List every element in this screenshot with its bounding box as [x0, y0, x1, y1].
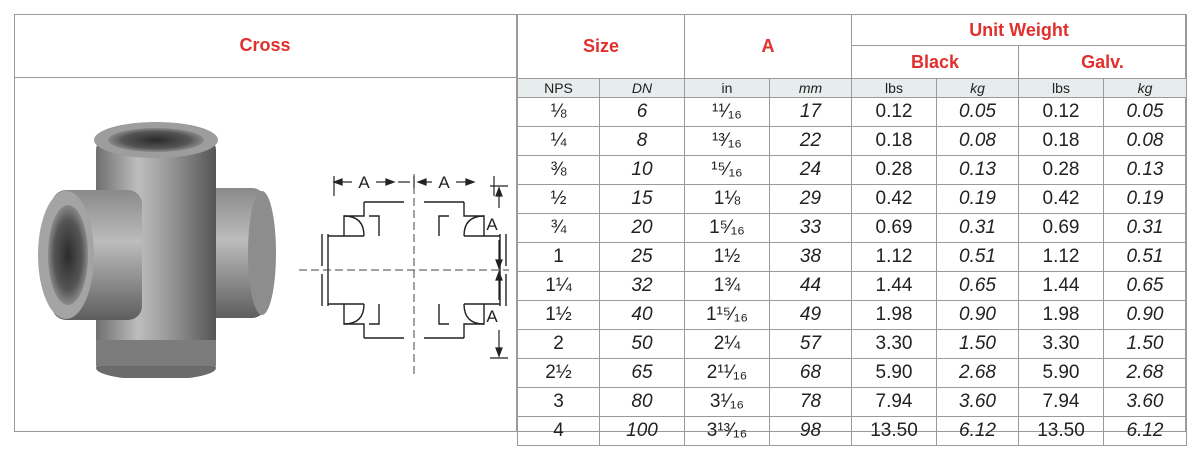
- cell-in: 1⁵⁄₁₆: [685, 214, 770, 243]
- table-row: [518, 185, 1187, 214]
- cell-in: 2¹¹⁄₁₆: [685, 359, 770, 388]
- cell-mm: 33: [770, 214, 852, 243]
- cell-in: 3¹³⁄₁₆: [685, 417, 770, 446]
- cell-black-kg: 0.05: [937, 98, 1019, 127]
- cell-black-lbs: 0.28: [852, 156, 937, 185]
- table-row: [518, 417, 1187, 446]
- cell-dn: 20: [600, 214, 685, 243]
- table-row: [518, 156, 1187, 185]
- cell-black-kg: 6.12: [937, 417, 1019, 446]
- cell-mm: 49: [770, 301, 852, 330]
- cell-black-kg: 0.51: [937, 243, 1019, 272]
- dim-label-a-3: A: [486, 215, 498, 234]
- cell-galv-lbs: 13.50: [1019, 417, 1104, 446]
- cell-galv-lbs: 1.98: [1019, 301, 1104, 330]
- table-row: [518, 272, 1187, 301]
- cell-black-kg: 0.90: [937, 301, 1019, 330]
- cell-dn: 65: [600, 359, 685, 388]
- subheader-nps: NPS: [518, 79, 600, 98]
- table-row: [518, 214, 1187, 243]
- cell-galv-lbs: 1.44: [1019, 272, 1104, 301]
- cell-nps: ⅛: [518, 98, 600, 127]
- cell-mm: 78: [770, 388, 852, 417]
- cell-in: 1¹⁵⁄₁₆: [685, 301, 770, 330]
- cell-black-kg: 2.68: [937, 359, 1019, 388]
- cell-dn: 25: [600, 243, 685, 272]
- cell-galv-kg: 0.08: [1104, 127, 1187, 156]
- subheader-black-kg: kg: [937, 79, 1019, 98]
- cell-galv-kg: 0.05: [1104, 98, 1187, 127]
- cell-black-kg: 3.60: [937, 388, 1019, 417]
- cell-black-lbs: 0.42: [852, 185, 937, 214]
- cell-galv-lbs: 3.30: [1019, 330, 1104, 359]
- cell-galv-lbs: 0.42: [1019, 185, 1104, 214]
- table-row: [518, 243, 1187, 272]
- cell-in: ¹⁵⁄₁₆: [685, 156, 770, 185]
- cell-black-lbs: 1.44: [852, 272, 937, 301]
- table-row: [518, 388, 1187, 417]
- cell-black-lbs: 13.50: [852, 417, 937, 446]
- cell-nps: ¼: [518, 127, 600, 156]
- cell-black-kg: 0.08: [937, 127, 1019, 156]
- cell-black-lbs: 3.30: [852, 330, 937, 359]
- cell-galv-kg: 0.31: [1104, 214, 1187, 243]
- cell-black-kg: 0.13: [937, 156, 1019, 185]
- dimensions-weight-table: [517, 14, 1187, 446]
- cell-nps: 1½: [518, 301, 600, 330]
- cell-black-kg: 0.31: [937, 214, 1019, 243]
- cell-galv-kg: 1.50: [1104, 330, 1187, 359]
- cell-galv-lbs: 5.90: [1019, 359, 1104, 388]
- subheader-mm: mm: [770, 79, 852, 98]
- subheader-dn: DN: [600, 79, 685, 98]
- cell-in: ¹³⁄₁₆: [685, 127, 770, 156]
- cell-nps: 2½: [518, 359, 600, 388]
- dim-label-a-1: A: [358, 174, 370, 192]
- header-galv: Galv.: [1019, 46, 1187, 79]
- cell-mm: 17: [770, 98, 852, 127]
- cell-in: 1¾: [685, 272, 770, 301]
- cell-galv-kg: 0.51: [1104, 243, 1187, 272]
- header-unit-weight: Unit Weight: [852, 15, 1187, 46]
- cell-galv-kg: 0.13: [1104, 156, 1187, 185]
- cell-dn: 8: [600, 127, 685, 156]
- cell-nps: ½: [518, 185, 600, 214]
- cell-in: 2¼: [685, 330, 770, 359]
- cell-black-lbs: 1.98: [852, 301, 937, 330]
- table-row: [518, 330, 1187, 359]
- cell-mm: 24: [770, 156, 852, 185]
- cell-galv-kg: 0.19: [1104, 185, 1187, 214]
- cell-galv-kg: 3.60: [1104, 388, 1187, 417]
- cell-mm: 68: [770, 359, 852, 388]
- cell-nps: 3: [518, 388, 600, 417]
- subheader-black-lbs: lbs: [852, 79, 937, 98]
- cell-black-lbs: 1.12: [852, 243, 937, 272]
- cell-nps: ⅜: [518, 156, 600, 185]
- subheader-in: in: [685, 79, 770, 98]
- cell-galv-lbs: 0.18: [1019, 127, 1104, 156]
- cell-black-lbs: 0.12: [852, 98, 937, 127]
- cell-in: 1⅛: [685, 185, 770, 214]
- cell-mm: 98: [770, 417, 852, 446]
- cell-galv-lbs: 1.12: [1019, 243, 1104, 272]
- cell-mm: 38: [770, 243, 852, 272]
- cell-dn: 100: [600, 417, 685, 446]
- cell-mm: 29: [770, 185, 852, 214]
- cell-mm: 44: [770, 272, 852, 301]
- cell-galv-lbs: 0.28: [1019, 156, 1104, 185]
- cell-black-lbs: 5.90: [852, 359, 937, 388]
- cell-nps: 2: [518, 330, 600, 359]
- product-illustration-panel: [14, 78, 517, 432]
- cell-galv-kg: 2.68: [1104, 359, 1187, 388]
- cell-dn: 80: [600, 388, 685, 417]
- dim-label-a-2: A: [438, 174, 450, 192]
- cell-black-kg: 0.19: [937, 185, 1019, 214]
- cross-fitting-photo: [34, 118, 284, 378]
- cell-dn: 10: [600, 156, 685, 185]
- cell-dn: 40: [600, 301, 685, 330]
- cell-galv-kg: 0.65: [1104, 272, 1187, 301]
- table-row: [518, 359, 1187, 388]
- cross-dimension-diagram: [294, 174, 514, 374]
- cell-black-lbs: 0.18: [852, 127, 937, 156]
- cell-dn: 32: [600, 272, 685, 301]
- cell-galv-lbs: 0.69: [1019, 214, 1104, 243]
- table-row: [518, 98, 1187, 127]
- cell-dn: 50: [600, 330, 685, 359]
- header-size: Size: [518, 15, 685, 79]
- cell-in: 3¹⁄₁₆: [685, 388, 770, 417]
- cell-black-lbs: 7.94: [852, 388, 937, 417]
- dim-label-a-4: A: [486, 307, 498, 326]
- cell-nps: 1: [518, 243, 600, 272]
- cell-galv-lbs: 7.94: [1019, 388, 1104, 417]
- cell-in: 1½: [685, 243, 770, 272]
- cell-black-lbs: 0.69: [852, 214, 937, 243]
- table-body: [518, 98, 1187, 446]
- subheader-galv-kg: kg: [1104, 79, 1187, 98]
- cell-nps: 4: [518, 417, 600, 446]
- table-row: [518, 127, 1187, 156]
- cell-black-kg: 0.65: [937, 272, 1019, 301]
- header-a: A: [685, 15, 852, 79]
- subheader-galv-lbs: lbs: [1019, 79, 1104, 98]
- cell-mm: 22: [770, 127, 852, 156]
- cell-black-kg: 1.50: [937, 330, 1019, 359]
- cell-galv-kg: 0.90: [1104, 301, 1187, 330]
- cell-galv-lbs: 0.12: [1019, 98, 1104, 127]
- cell-dn: 6: [600, 98, 685, 127]
- cell-galv-kg: 6.12: [1104, 417, 1187, 446]
- cell-dn: 15: [600, 185, 685, 214]
- product-title: Cross: [14, 14, 517, 78]
- header-black: Black: [852, 46, 1019, 79]
- cell-in: ¹¹⁄₁₆: [685, 98, 770, 127]
- cell-mm: 57: [770, 330, 852, 359]
- cell-nps: 1¼: [518, 272, 600, 301]
- table-row: [518, 301, 1187, 330]
- cell-nps: ¾: [518, 214, 600, 243]
